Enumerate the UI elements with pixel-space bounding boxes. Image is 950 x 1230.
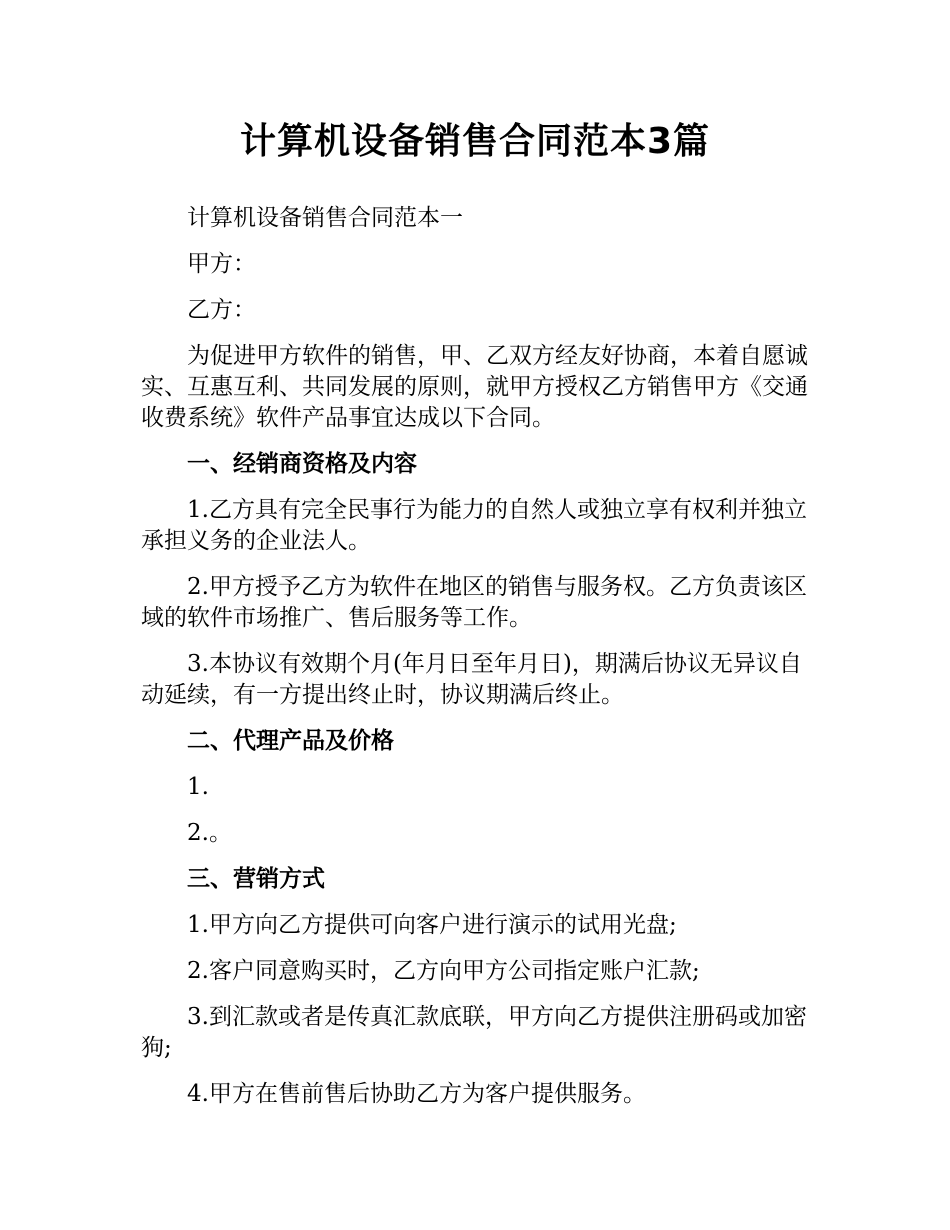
- intro-paragraph: 为促进甲方软件的销售，甲、乙双方经友好协商，本着自愿诚实、互惠互利、共同发展的原则，就甲方授权乙方销售甲方《交通收费系统》软件产品事宜达成以下合同。: [141, 343, 808, 431]
- party-a-line: 甲方：: [187, 251, 256, 277]
- products-item-2: 2.。: [187, 820, 232, 846]
- section-heading-marketing: 三、营销方式: [187, 866, 325, 892]
- marketing-item-1: 1.甲方向乙方提供可向客户进行演示的试用光盘;: [187, 912, 677, 938]
- contract-subtitle: 计算机设备销售合同范本一: [187, 205, 463, 231]
- document-title: 计算机设备销售合同范本3篇: [239, 121, 711, 162]
- section-heading-products: 二、代理产品及价格: [187, 728, 394, 754]
- products-item-1: 1.: [187, 774, 209, 800]
- marketing-item-4: 4.甲方在售前售后协助乙方为客户提供服务。: [187, 1081, 646, 1107]
- marketing-item-2: 2.客户同意购买时，乙方向甲方公司指定账户汇款;: [187, 958, 700, 984]
- marketing-item-3: 3.到汇款或者是传真汇款底联，甲方向乙方提供注册码或加密狗;: [141, 1004, 807, 1061]
- document-body: [141, 203, 813, 1125]
- party-b-line: 乙方：: [187, 297, 256, 323]
- qualification-item-1: 1.乙方具有完全民事行为能力的自然人或独立享有权利并独立承担义务的企业法人。: [141, 497, 807, 554]
- qualification-item-3: 3.本协议有效期个月(年月日至年月日)，期满后协议无异议自动延续，有一方提出终止时，协议期满后终止。: [141, 651, 802, 708]
- qualification-item-2: 2.甲方授予乙方为软件在地区的销售与服务权。乙方负责该区域的软件市场推广、售后服务等工作。: [141, 574, 807, 631]
- section-heading-qualification: 一、经销商资格及内容: [187, 451, 417, 477]
